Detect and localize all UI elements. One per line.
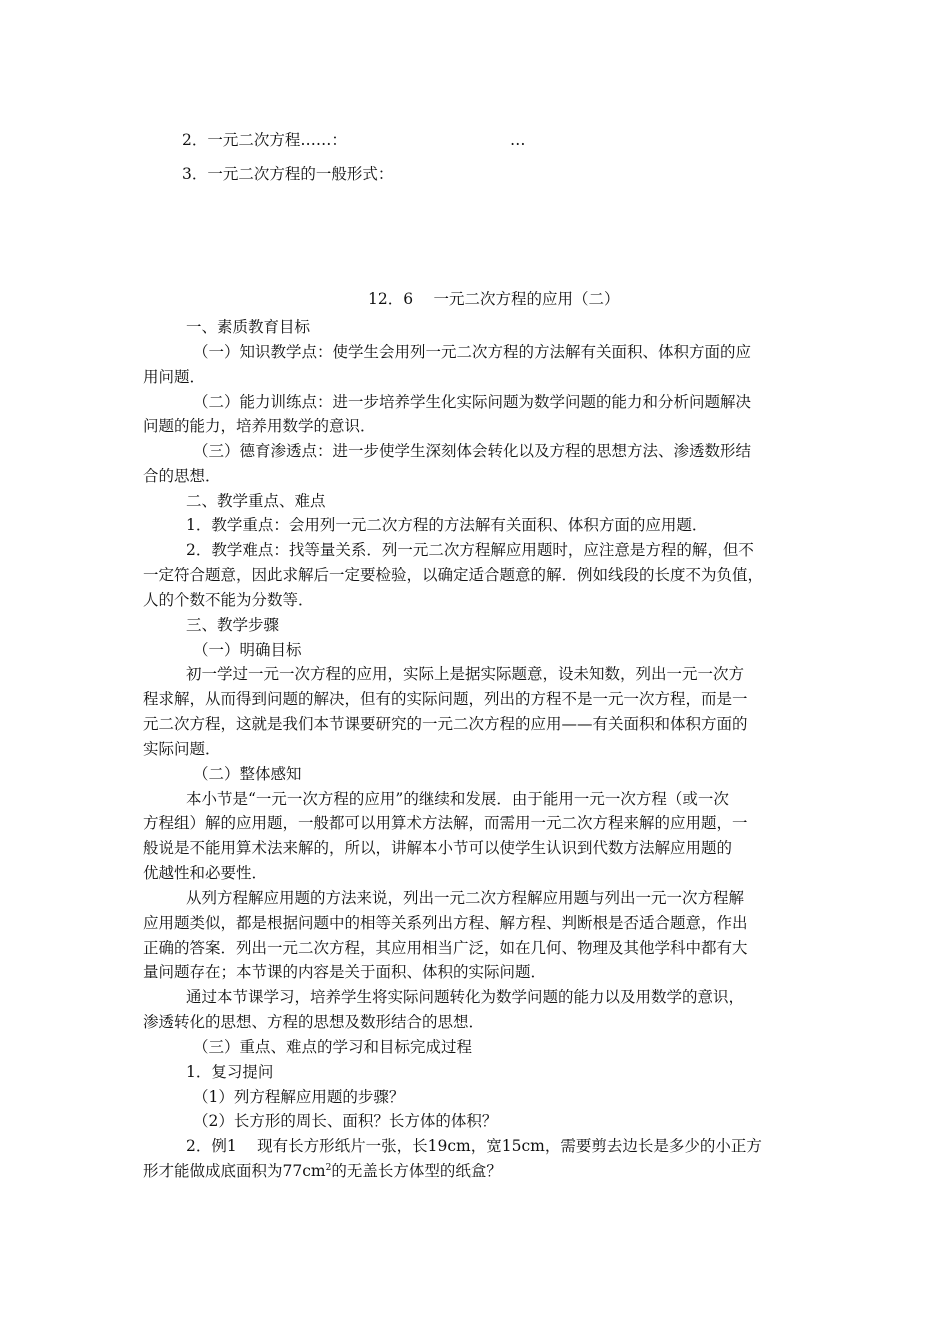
paragraph-line: 通过本节课学习，培养学生将实际问题转化为数学问题的能力以及用数学的意识，	[186, 988, 745, 1006]
section-title: 12．6 一元二次方程的应用（二）	[368, 290, 620, 308]
paragraph-line: 方程组）解的应用题，一般都可以用算术方法解，而需用一元二次方程来解的应用题，一	[143, 814, 748, 832]
paragraph-line: 元二次方程，这就是我们本节课要研究的一元二次方程的应用——有关面积和体积方面的	[143, 715, 748, 733]
paragraph-line: 量问题存在；本节课的内容是关于面积、体积的实际问题．	[143, 963, 547, 981]
paragraph-line: 人的个数不能为分数等．	[143, 591, 314, 609]
heading-1: 一、素质教育目标	[186, 318, 311, 336]
paragraph-line: 2．教学难点：找等量关系．列一元二次方程解应用题时，应注意是方程的解，但不	[186, 541, 754, 559]
superscript-2: 2	[325, 1162, 332, 1173]
paragraph-line: （三）德育渗透点：进一步使学生深刻体会转化以及方程的思想方法、渗透数形结	[193, 442, 752, 460]
paragraph-line: 从列方程解应用题的方法来说，列出一元二次方程解应用题与列出一元一次方程解	[186, 889, 745, 907]
paragraph-line: 正确的答案．列出一元二次方程，其应用相当广泛，如在几何、物理及其他学科中都有大	[143, 939, 748, 957]
subheading: （三）重点、难点的学习和目标完成过程	[193, 1038, 473, 1056]
example-text-before: 形才能做成底面积为77cm	[143, 1162, 326, 1180]
paragraph-line: 初一学过一元一次方程的应用，实际上是据实际题意，设未知数，列出一元一次方	[186, 665, 745, 683]
paragraph-line: （一）知识教学点：使学生会用列一元二次方程的方法解有关面积、体积方面的应	[193, 343, 752, 361]
paragraph-line: 实际问题．	[143, 740, 221, 758]
list-item: 1．复习提问	[186, 1063, 274, 1081]
heading-3: 三、教学步骤	[186, 616, 280, 634]
top-item-2-ellipsis: …	[510, 131, 526, 149]
example-text-after: 的无盖长方体型的纸盒？	[331, 1162, 502, 1180]
paragraph-line: （二）能力训练点：进一步培养学生化实际问题为数学问题的能力和分析问题解决	[193, 393, 752, 411]
paragraph-line: 用问题．	[143, 368, 206, 386]
subheading: （一）明确目标	[193, 641, 302, 659]
top-item-3: 3．一元二次方程的一般形式：	[182, 165, 394, 183]
paragraph-line: 优越性和必要性．	[143, 864, 268, 882]
paragraph-line: 一定符合题意，因此求解后一定要检验，以确定适合题意的解．例如线段的长度不为负值，	[143, 566, 764, 584]
list-item: （2）长方形的周长、面积？长方体的体积？	[193, 1112, 498, 1130]
paragraph-line: 问题的能力，培养用数学的意识．	[143, 417, 376, 435]
paragraph-line: 应用题类似，都是根据问题中的相等关系列出方程、解方程、判断根是否适合题意，作出	[143, 914, 748, 932]
paragraph-line: 本小节是“一元一次方程的应用”的继续和发展．由于能用一元一次方程（或一次	[186, 790, 729, 808]
paragraph-line: 合的思想．	[143, 467, 221, 485]
paragraph-line: 程求解，从而得到问题的解决，但有的实际问题，列出的方程不是一元一次方程，而是一	[143, 690, 748, 708]
paragraph-line: 渗透转化的思想、方程的思想及数形结合的思想．	[143, 1013, 485, 1031]
subheading: （二）整体感知	[193, 765, 302, 783]
top-item-2: 2．一元二次方程……：	[182, 131, 347, 149]
paragraph-line: 1．教学重点：会用列一元二次方程的方法解有关面积、体积方面的应用题．	[186, 516, 708, 534]
example-line	[143, 1161, 502, 1181]
example-line: 2．例1 现有长方形纸片一张，长19cm，宽15cm，需要剪去边长是多少的小正方	[186, 1137, 762, 1155]
heading-2: 二、教学重点、难点	[186, 492, 326, 510]
paragraph-line: 般说是不能用算术法来解的，所以，讲解本小节可以使学生认识到代数方法解应用题的	[143, 839, 733, 857]
list-item: （1）列方程解应用题的步骤？	[193, 1088, 405, 1106]
